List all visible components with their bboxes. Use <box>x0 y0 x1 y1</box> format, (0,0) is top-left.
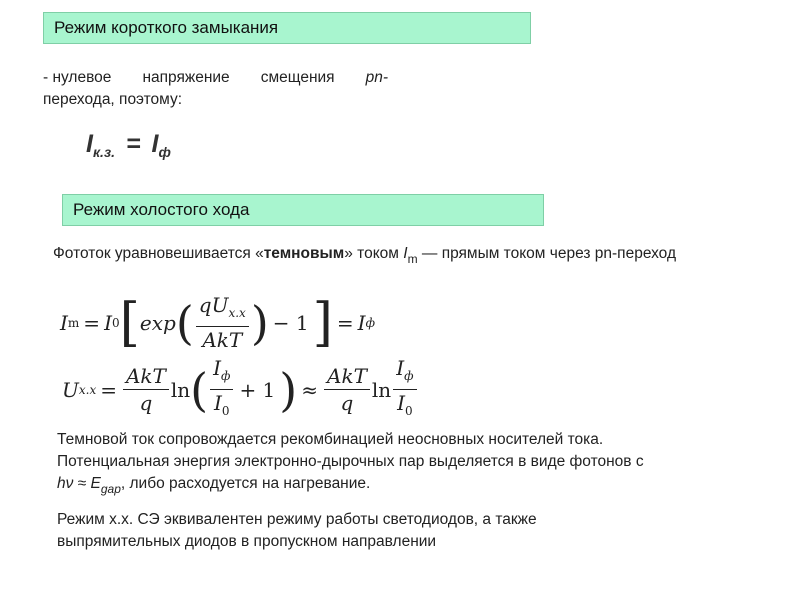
fraction-denominator <box>394 390 416 424</box>
num-sub: ф <box>404 369 414 383</box>
formula-var: I <box>151 130 159 158</box>
text: » током <box>344 245 404 262</box>
formula-plus-one: + 1 <box>239 377 276 402</box>
dark-current-paragraph <box>57 429 747 500</box>
formula-var: I <box>104 310 112 335</box>
photon-energy-expr: hν ≈ E <box>57 475 101 492</box>
open-paren: ( <box>175 295 194 350</box>
num-text: qU <box>198 293 229 317</box>
formula-func: ln <box>371 377 392 402</box>
formula-sub: к.з. <box>92 144 115 160</box>
heading-short-circuit-text: Режим короткого замыкания <box>54 18 279 37</box>
formula-sub: m <box>67 315 80 330</box>
paragraph-line: Потенциальная энергия электронно-дырочных пар выделяется в виде фотонов с <box>57 453 644 470</box>
coef-fraction <box>324 363 370 416</box>
equivalence-paragraph <box>57 509 747 553</box>
var-sub: m <box>407 252 418 266</box>
gap-sub: gap <box>100 482 121 496</box>
open-paren: ( <box>190 362 209 417</box>
short-circuit-description <box>43 67 388 111</box>
close-paren: ) <box>250 295 269 350</box>
open-bracket: [ <box>119 292 140 353</box>
paragraph-line: Темновой ток сопровождается рекомбинацией неосновных носителей тока. <box>57 431 604 448</box>
formula-sub: 0 <box>111 315 120 330</box>
var: I <box>403 245 408 262</box>
heading-short-circuit <box>43 12 531 44</box>
text: Фототок уравновешивается « <box>53 245 264 262</box>
short-circuit-line-1 <box>43 67 388 89</box>
fraction-denominator <box>211 390 233 424</box>
formula-fraction <box>196 292 249 353</box>
fraction-numerator <box>393 355 416 390</box>
heading-open-circuit <box>62 194 544 226</box>
den-text: I <box>397 391 405 415</box>
fraction-denominator: q <box>340 391 354 415</box>
formula-func: exp <box>139 310 176 335</box>
fraction-numerator <box>210 355 233 390</box>
formula-minus-one: − 1 <box>272 310 309 335</box>
den-text: I <box>214 391 222 415</box>
formula-eq: = <box>100 377 117 402</box>
text: — прямым током через pn-переход <box>417 245 676 262</box>
coef-fraction <box>123 363 169 416</box>
current-ratio-fraction <box>393 355 416 424</box>
formula-var: I <box>357 310 366 335</box>
formula-var: I <box>60 310 68 335</box>
fraction-denominator: q <box>139 391 153 415</box>
short-circuit-line-2: перехода, поэтому: <box>43 91 183 108</box>
fraction-numerator <box>196 292 249 327</box>
dark-current-formula <box>60 292 375 353</box>
paragraph-line: выпрямительных диодов в пропускном направлении <box>57 533 437 550</box>
paragraph-line: Режим х.х. СЭ эквивалентен режиму работы светодиодов, а также <box>57 511 537 528</box>
formula-var: U <box>62 377 79 402</box>
formula-eq: = <box>336 310 354 335</box>
fraction-numerator: AkT <box>324 363 370 390</box>
formula-sub: ф <box>365 315 375 330</box>
den-sub: 0 <box>221 404 230 418</box>
formula-eq: = <box>125 130 141 158</box>
close-bracket: ] <box>312 292 333 353</box>
paragraph-line <box>57 473 747 500</box>
open-circuit-intro <box>53 243 703 270</box>
word: смещения <box>260 69 335 86</box>
fraction-denominator: AkT <box>202 328 243 352</box>
formula-eq: = <box>83 310 101 335</box>
open-circuit-voltage-formula <box>62 355 419 424</box>
close-paren: ) <box>279 362 298 417</box>
num-sub: x.x <box>228 306 246 320</box>
num-sub: ф <box>221 369 231 383</box>
formula-sub: x.x <box>78 382 97 397</box>
num-text: I <box>396 356 405 380</box>
word: - нулевое <box>43 69 112 86</box>
den-sub: 0 <box>404 404 413 418</box>
word: pn- <box>365 69 388 86</box>
short-circuit-formula <box>86 130 171 160</box>
text: , либо расходуется на нагревание. <box>120 475 371 492</box>
bold-text: темновым <box>263 245 345 262</box>
heading-open-circuit-text: Режим холостого хода <box>73 200 250 219</box>
formula-var: I <box>86 130 93 158</box>
formula-sub: ф <box>158 144 171 160</box>
word: напряжение <box>142 69 230 86</box>
fraction-numerator: AkT <box>123 363 169 390</box>
num-text: I <box>213 356 222 380</box>
formula-func: ln <box>170 377 191 402</box>
formula-approx: ≈ <box>301 377 318 402</box>
current-ratio-fraction <box>210 355 233 424</box>
